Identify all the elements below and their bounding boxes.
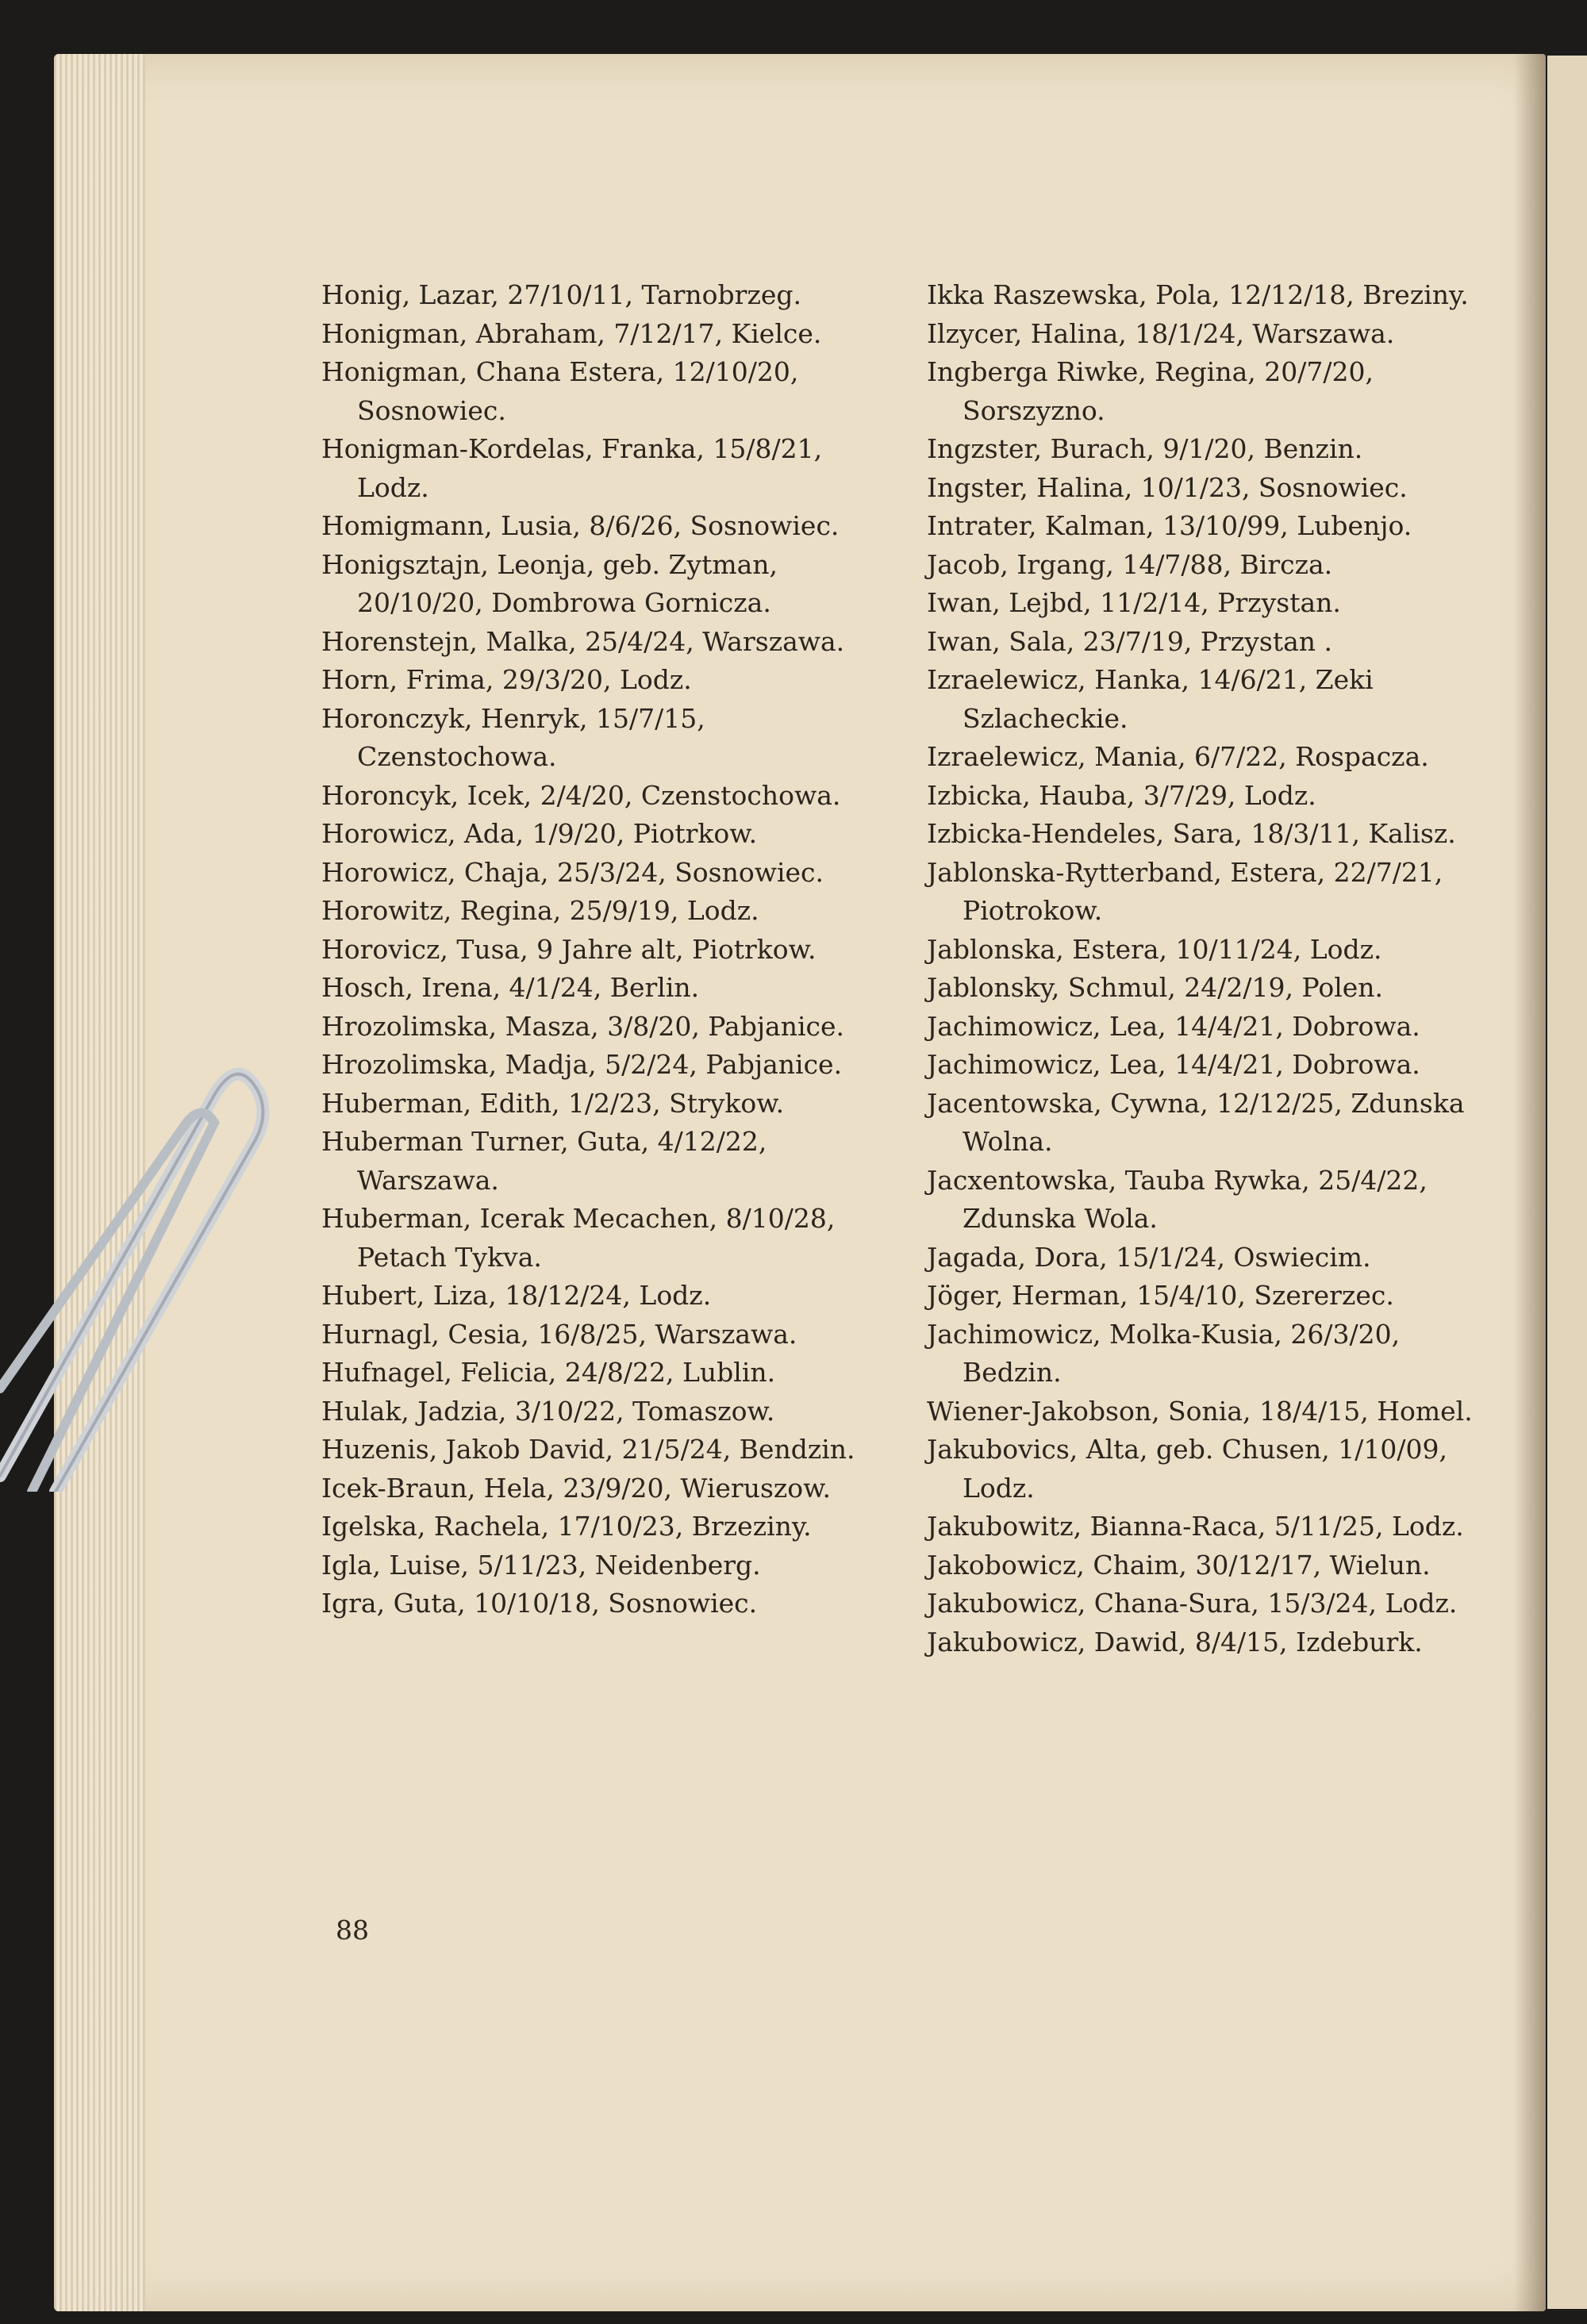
right-entry: Jachimowicz, Lea, 14/4/21, Dobrowa. [927, 1010, 1420, 1042]
left-entry: Horenstejn, Malka, 25/4/24, Warszawa. [321, 625, 845, 657]
book-page [54, 54, 1546, 2311]
right-entry: Wiener-Jakobson, Sonia, 18/4/15, Homel. [927, 1395, 1473, 1427]
right-entry: Jablonsky, Schmul, 24/2/19, Polen. [927, 972, 1384, 1003]
right-entry: Ingzster, Burach, 9/1/20, Benzin. [927, 433, 1363, 464]
left-entry: Hrozolimska, Madja, 5/2/24, Pabjanice. [321, 1049, 843, 1080]
left-entry: Hosch, Irena, 4/1/24, Berlin. [321, 972, 700, 1003]
right-entry: Jachimowicz, Lea, 14/4/21, Dobrowa. [927, 1049, 1420, 1080]
left-entry: Igra, Guta, 10/10/18, Sosnowiec. [321, 1588, 758, 1619]
left-entry: Hubert, Liza, 18/12/24, Lodz. [321, 1280, 712, 1311]
left-entry: Honigman, Chana Estera, 12/10/20, Sosnowiec. [321, 356, 799, 426]
right-entry: Jagada, Dora, 15/1/24, Oswiecim. [927, 1241, 1371, 1273]
right-entry: Jakubowicz, Chana-Sura, 15/3/24, Lodz. [927, 1588, 1458, 1619]
right-entry: Ingster, Halina, 10/1/23, Sosnowiec. [927, 471, 1408, 503]
right-entry: Izbicka, Hauba, 3/7/29, Lodz. [927, 779, 1316, 811]
left-entry: Hurnagl, Cesia, 16/8/25, Warszawa. [321, 1318, 797, 1350]
left-entry: Igla, Luise, 5/11/23, Neidenberg. [321, 1549, 761, 1581]
left-entry: Horowicz, Chaja, 25/3/24, Sosnowiec. [321, 856, 824, 888]
left-entry: Honigman, Abraham, 7/12/17, Kielce. [321, 317, 822, 349]
right-entry: Jöger, Herman, 15/4/10, Szererzec. [927, 1280, 1394, 1311]
right-entry: Jakobowicz, Chaim, 30/12/17, Wielun. [927, 1549, 1431, 1581]
right-entry: Jacob, Irgang, 14/7/88, Bircza. [927, 548, 1333, 580]
right-entry: Jacentowska, Cywna, 12/12/25, Zdunska Wolna. [927, 1087, 1465, 1157]
left-entry: Horoncyk, Icek, 2/4/20, Czenstochowa. [321, 779, 841, 811]
right-entry: Jacxentowska, Tauba Rywka, 25/4/22, Zdunska Wola. [927, 1164, 1428, 1234]
left-entry: Hrozolimska, Masza, 3/8/20, Pabjanice. [321, 1010, 845, 1042]
left-entry: Homigmann, Lusia, 8/6/26, Sosnowiec. [321, 510, 840, 541]
left-column [321, 276, 893, 1623]
left-entry: Horowicz, Ada, 1/9/20, Piotrkow. [321, 818, 758, 849]
right-entry: Jablonska-Rytterband, Estera, 22/7/21, Piotrokow. [927, 856, 1443, 926]
left-entry: Horowitz, Regina, 25/9/19, Lodz. [321, 895, 759, 926]
right-entry: Jakubovics, Alta, geb. Chusen, 1/10/09, Lodz. [927, 1434, 1447, 1504]
right-entry: Iwan, Sala, 23/7/19, Przystan . [927, 625, 1332, 657]
left-entry: Horovicz, Tusa, 9 Jahre alt, Piotrkow. [321, 933, 817, 965]
right-entry: Jakubowicz, Dawid, 8/4/15, Izdeburk. [927, 1626, 1423, 1658]
page-gutter-shadow [1514, 54, 1546, 2311]
left-entry: Honigman-Kordelas, Franka, 15/8/21, Lodz. [321, 433, 823, 503]
right-entry: Ilzycer, Halina, 18/1/24, Warszawa. [927, 317, 1395, 349]
right-entry: Izbicka-Hendeles, Sara, 18/3/11, Kalisz. [927, 818, 1456, 849]
right-column [927, 276, 1494, 1661]
page-number: 88 [336, 1915, 369, 1946]
paper-clip [0, 1047, 270, 1492]
left-entry: Horonczyk, Henryk, 15/7/15, Czenstochowa. [321, 702, 705, 772]
left-entry: Hulak, Jadzia, 3/10/22, Tomaszow. [321, 1395, 775, 1427]
right-entry: Ikka Raszewska, Pola, 12/12/18, Breziny. [927, 279, 1469, 310]
left-entry: Hufnagel, Felicia, 24/8/22, Lublin. [321, 1357, 776, 1388]
left-entry: Huberman Turner, Guta, 4/12/22, Warszawa. [321, 1126, 767, 1196]
left-entry: Igelska, Rachela, 17/10/23, Brzeziny. [321, 1511, 812, 1542]
left-entry: Icek-Braun, Hela, 23/9/20, Wieruszow. [321, 1472, 831, 1504]
right-entry: Intrater, Kalman, 13/10/99, Lubenjo. [927, 510, 1412, 541]
left-entry: Honigsztajn, Leonja, geb. Zytman, 20/10/20, Dombrowa Gornicza. [321, 548, 778, 618]
right-entry: Izraelewicz, Mania, 6/7/22, Rospacza. [927, 741, 1429, 772]
right-entry: Iwan, Lejbd, 11/2/14, Przystan. [927, 587, 1341, 618]
left-entry: Huberman, Edith, 1/2/23, Strykow. [321, 1087, 785, 1119]
right-entry: Izraelewicz, Hanka, 14/6/21, Zeki Szlacheckie. [927, 664, 1374, 734]
left-entry: Huzenis, Jakob David, 21/5/24, Bendzin. [321, 1434, 855, 1465]
left-entry: Huberman, Icerak Mecachen, 8/10/28, Petach Tykva. [321, 1203, 836, 1273]
right-entry: Jablonska, Estera, 10/11/24, Lodz. [927, 933, 1382, 965]
right-entry: Jachimowicz, Molka-Kusia, 26/3/20, Bedzin. [927, 1318, 1401, 1388]
right-entry: Jakubowitz, Bianna-Raca, 5/11/25, Lodz. [927, 1511, 1464, 1542]
left-entry: Horn, Frima, 29/3/20, Lodz. [321, 664, 692, 695]
right-entry: Ingberga Riwke, Regina, 20/7/20, Sorszyzno. [927, 356, 1374, 426]
left-entry: Honig, Lazar, 27/10/11, Tarnobrzeg. [321, 279, 801, 310]
next-page-edge [1547, 56, 1587, 2309]
